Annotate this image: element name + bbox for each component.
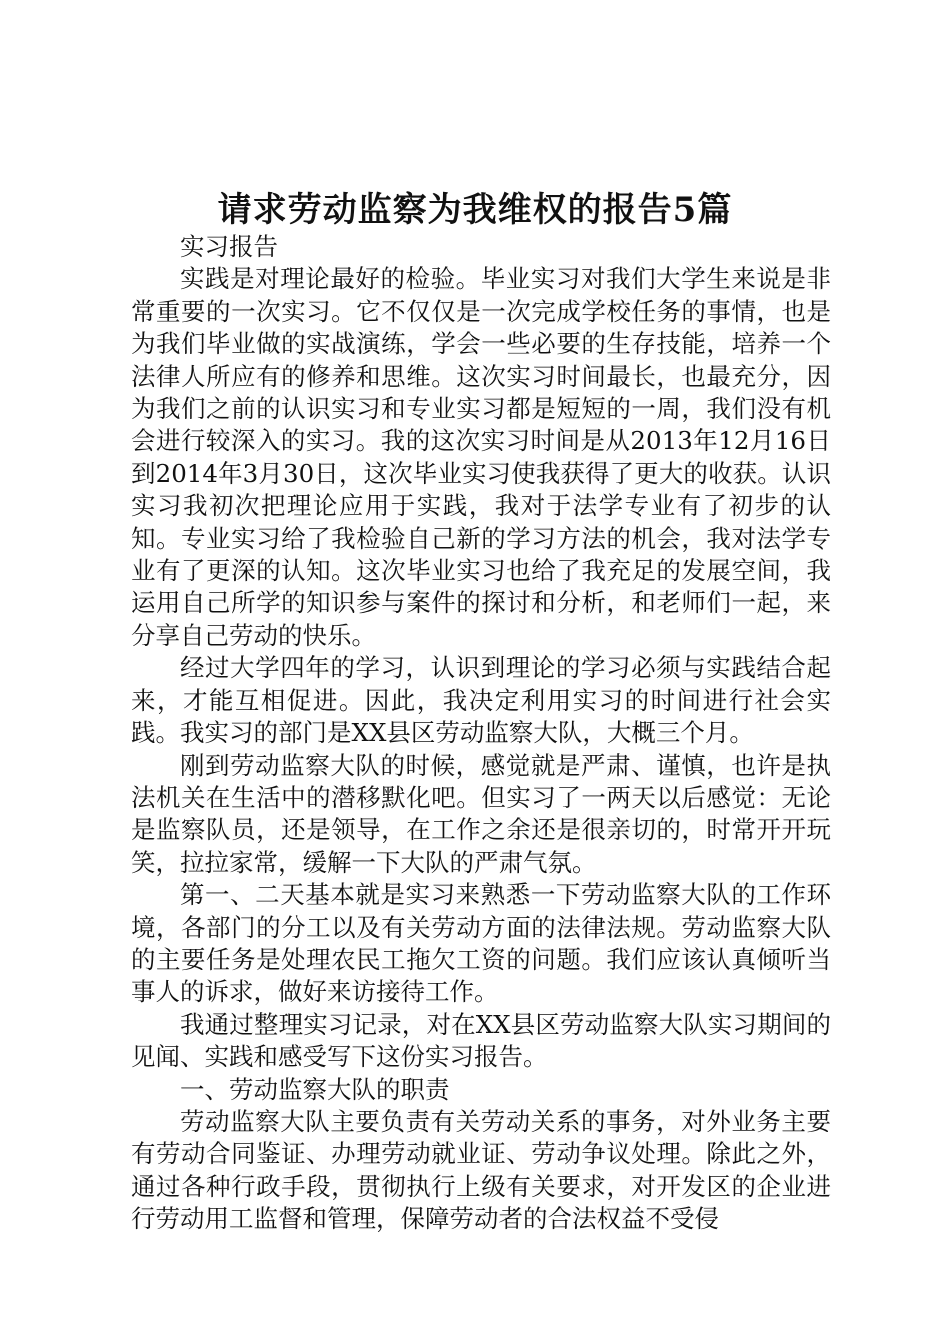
paragraph: 我通过整理实习记录，对在XX县区劳动监察大队实习期间的见闻、实践和感受写下这份实习报告。 xyxy=(131,1009,831,1072)
paragraph-heading-internship-report: 实习报告 xyxy=(180,232,278,261)
paragraph: 刚到劳动监察大队的时候，感觉就是严肃、谨慎，也许是执法机关在生活中的潜移默化吧。但实习了一两天以后感觉：无论是监察队员，还是领导，在工作之余还是很亲切的，时常开开玩笑，拉拉家常，缓解一下大队的严肃气氛。 xyxy=(131,750,831,877)
document-body xyxy=(131,231,831,1236)
paragraph: 劳动监察大队主要负责有关劳动关系的事务，对外业务主要有劳动合同鉴证、办理劳动就业证、劳动争议处理。除此之外，通过各种行政手段，贯彻执行上级有关要求，对开发区的企业进行劳动用工监督和管理，保障劳动者的合法权益不受侵 xyxy=(131,1106,831,1234)
section-heading-duties: 一、劳动监察大队的职责 xyxy=(180,1074,450,1104)
document-title: 请求劳动监察为我维权的报告5篇 xyxy=(217,190,733,230)
paragraph: 经过大学四年的学习，认识到理论的学习必须与实践结合起来，才能互相促进。因此，我决定利用实习的时间进行社会实践。我实习的部门是XX县区劳动监察大队，大概三个月。 xyxy=(131,653,831,748)
paragraph: 实践是对理论最好的检验。毕业实习对我们大学生来说是非常重要的一次实习。它不仅仅是一次完成学校任务的事情，也是为我们毕业做的实战演练，学会一些必要的生存技能，培养一个法律人所应有的修养和思维。这次实习时间最长，也最充分，因为我们之前的认识实习和专业实习都是短短的一周，我们没有机会进行较深入的实习。我的这次实习时间是从2013年12月16日到2014年3月30日，这次毕业实习使我获得了更大的收获。认识实习我初次把理论应用于实践，我对于法学专业有了初步的认知。专业实习给了我检验自己新的学习方法的机会，我对法学专业有了更深的认知。这次毕业实习也给了我充足的发展空间，我运用自己所学的知识参与案件的探讨和分析，和老师们一起，来分享自己劳动的快乐。 xyxy=(131,264,831,650)
paragraph: 第一、二天基本就是实习来熟悉一下劳动监察大队的工作环境，各部门的分工以及有关劳动方面的法律法规。劳动监察大队的主要任务是处理农民工拖欠工资的问题。我们应该认真倾听当事人的诉求，做好来访接待工作。 xyxy=(131,880,831,1007)
